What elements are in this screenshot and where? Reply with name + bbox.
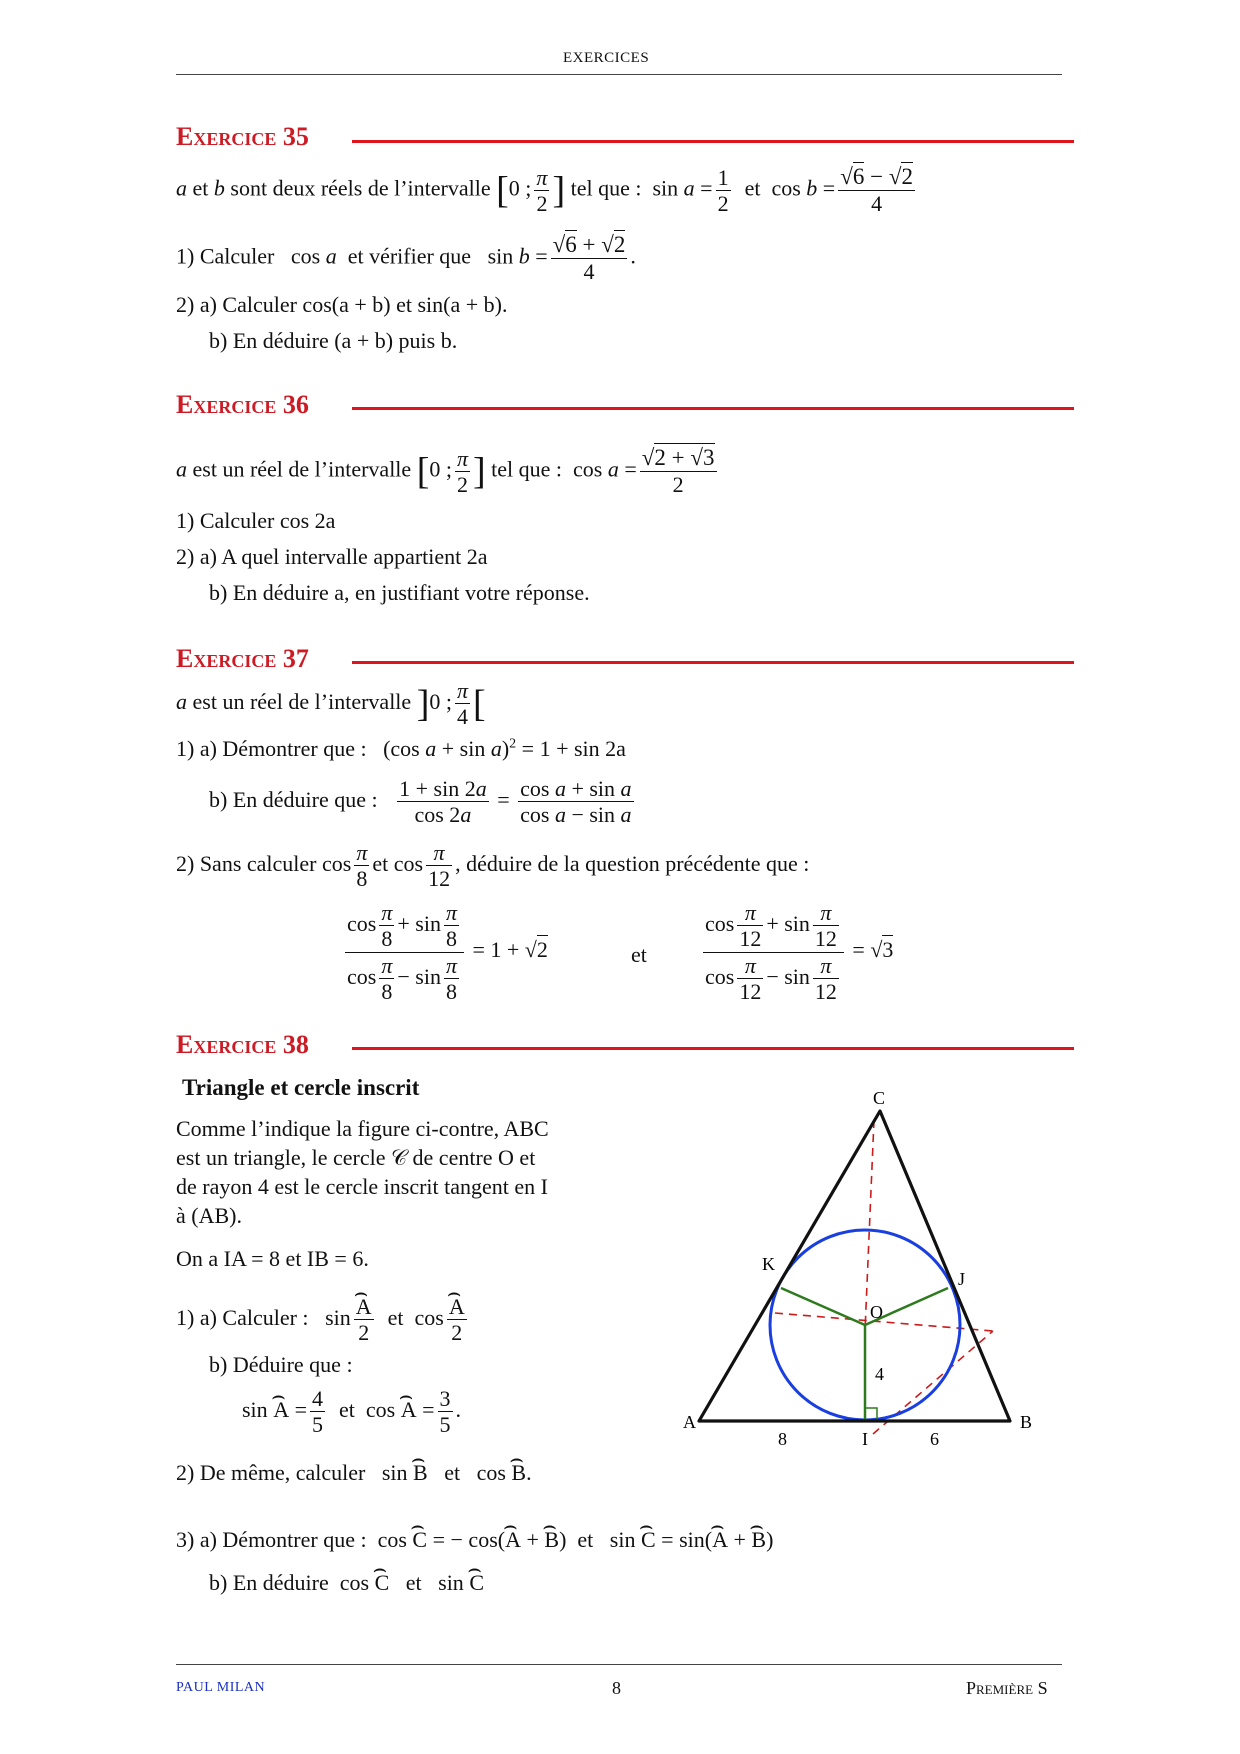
ex38-q1a: 1) a) Calculer : sin ⌢ $\frac{A}{2}$ et cos ⌢ $\frac{A}{2}$	[176, 1294, 470, 1346]
ex38-paragraph: Comme l’indique la figure ci-contre, ABC est un triangle, le cercle 𝒞 de centre O et de rayon 4 est le cercle inscrit tangent en I à (AB).	[176, 1116, 549, 1228]
footer-level: Première S	[966, 1678, 1048, 1698]
ex38-q3b: b) En déduire cos ⌢ C et sin ⌢ C	[209, 1570, 484, 1596]
exercise-35-title: Exercice 35	[176, 122, 309, 151]
exercise-37-rule	[352, 661, 1074, 664]
exercise-36-title: Exercice 36	[176, 390, 309, 419]
ex35-q2b: b) En déduire (a + b) puis b.	[209, 328, 458, 353]
ex37-formula-1: cos $\frac{\pi}{8}$ + sin $\frac{\pi}{8}$ cos $\frac{\pi}{8}$ − sin $\frac{\pi}{8}$ = 1 + √2	[347, 900, 548, 1004]
ex37-intro: a est un réel de l’intervalle ]0 ; $\frac{\pi}{4}$ [	[176, 678, 486, 730]
triangle-figure	[660, 1080, 1060, 1460]
label-B: B	[1020, 1412, 1033, 1432]
label-O: O	[870, 1302, 883, 1322]
ex36-intro: a est un réel de l’intervalle [0 ; $\frac{\pi}{2}$ ] tel que : cos a = $\frac{√2 + √3}{2}$	[176, 445, 715, 498]
label-C: C	[873, 1088, 886, 1108]
length-IA: 8	[778, 1429, 787, 1449]
triangle-ABC	[699, 1111, 1010, 1421]
ex38-given: On a IA = 8 et IB = 6.	[176, 1246, 369, 1271]
ex37-formula-2: cos $\frac{\pi}{12}$ + sin $\frac{\pi}{12}$ cos $\frac{\pi}{12}$ − sin $\frac{\pi}{12}$ = √3	[705, 900, 894, 1004]
label-A: A	[683, 1412, 696, 1432]
footer-rule	[176, 1664, 1062, 1665]
length-IB: 6	[930, 1429, 939, 1449]
ex38-q3a: 3) a) Démontrer que : cos ⌢ C = − cos(⌢ A + ⌢ B) et sin ⌢ C = sin(⌢ A + ⌢ B)	[176, 1527, 773, 1553]
ex38-subtitle: Triangle et cercle inscrit	[182, 1075, 420, 1100]
bisector-B	[873, 1331, 993, 1434]
ex35-intro: a et b sont deux réels de l’intervalle [0 ; $\frac{\pi}{2}$ ] tel que : sin a = $\frac{1}{2}$ et cos b = $\frac{√6 - √2}{4}$	[176, 164, 913, 217]
exercise-35-rule	[352, 140, 1074, 143]
ex38-q2: 2) De même, calculer sin ⌢ B et cos ⌢ B.	[176, 1460, 532, 1486]
footer-page-number: 8	[612, 1678, 621, 1698]
label-J: J	[958, 1269, 966, 1289]
ex35-q1: 1) Calculer cos a et vérifier que sin b = $\frac{√6 + √2}{4}$ .	[176, 232, 636, 285]
ex37-q2: 2) Sans calculer cos $\frac{\pi}{8}$ et cos $\frac{\pi}{12}$ , déduire de la question précédente que :	[176, 840, 810, 892]
label-K: K	[762, 1254, 775, 1274]
length-OI: 4	[875, 1364, 884, 1384]
ex36-q2a: 2) a) A quel intervalle appartient 2a	[176, 544, 488, 569]
exercise-38-rule	[352, 1047, 1074, 1050]
ex38-q1b: b) Déduire que :	[209, 1352, 353, 1377]
header-rule	[176, 74, 1062, 75]
page-header: EXERCICES	[563, 50, 650, 66]
exercise-36-rule	[352, 407, 1074, 410]
exercise-38-title: Exercice 38	[176, 1030, 309, 1059]
ex35-q2a: 2) a) Calculer cos(a + b) et sin(a + b).	[176, 292, 508, 317]
ex37-q1b: b) En déduire que : $\frac{1 + \sin 2a}{\cos 2a}$ = $\frac{\text{cos a + sin a}}{\text{cos a − sin a}}$	[209, 776, 632, 828]
footer-author: PAUL MILAN	[176, 1680, 266, 1695]
ex38-q1b-formula: sin ⌢ A = $\frac{4}{5}$ et cos ⌢ A = $\frac{3}{5}$ .	[242, 1386, 461, 1438]
exercise-37-title: Exercice 37	[176, 644, 309, 673]
ex36-q1: 1) Calculer cos 2a	[176, 508, 336, 533]
bisector-C	[865, 1120, 874, 1331]
ex37-et: et	[631, 942, 647, 967]
label-I: I	[862, 1429, 868, 1449]
ex37-q1a: 1) a) Démontrer que : (cos a + sin a)$^2$ = 1 + sin 2a	[176, 736, 626, 761]
radius-OK	[781, 1288, 865, 1325]
ex36-q2b: b) En déduire a, en justifiant votre réponse.	[209, 580, 590, 605]
